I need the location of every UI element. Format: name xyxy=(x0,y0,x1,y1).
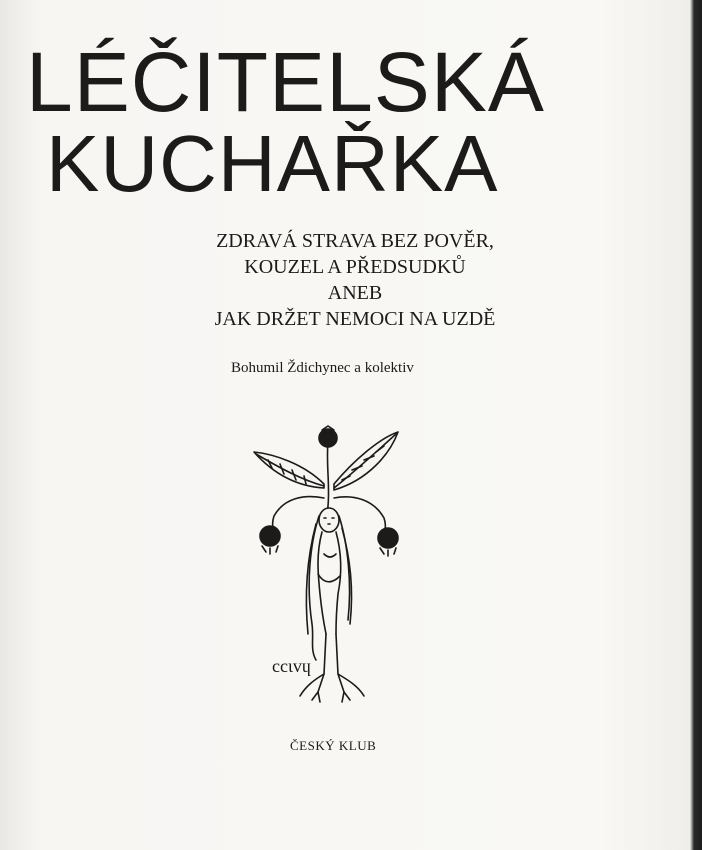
book-subtitle xyxy=(150,228,560,332)
author-line: Bohumil Ždichynec a kolektiv xyxy=(231,360,414,376)
illustration-caption: ccɩvɥ xyxy=(272,656,311,676)
book-title-line-1: LÉČITELSKÁ xyxy=(26,35,545,129)
subtitle-line: ANEB xyxy=(327,282,383,304)
subtitle-line: ZDRAVÁ STRAVA BEZ POVĚR, xyxy=(216,230,494,252)
subtitle-line: KOUZEL A PŘEDSUDKŮ xyxy=(244,256,466,278)
mandrake-woodcut-icon xyxy=(244,424,416,714)
publisher-name: ČESKÝ KLUB xyxy=(290,738,377,753)
book-title-line-2: KUCHAŘKA xyxy=(46,119,499,208)
subtitle-line: JAK DRŽET NEMOCI NA UZDĚ xyxy=(214,308,496,330)
